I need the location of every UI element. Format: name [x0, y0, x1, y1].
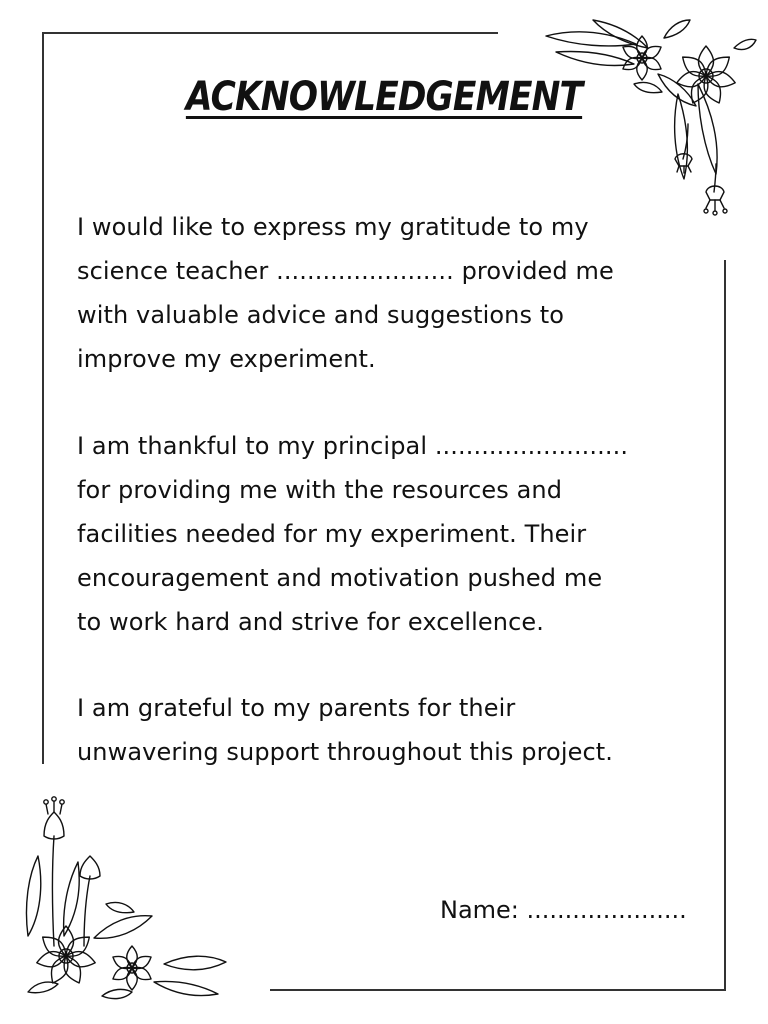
text-line: to work hard and strive for excellence. [77, 608, 545, 636]
text-line: with valuable advice and suggestions to [77, 301, 565, 329]
frame-left-border [42, 32, 44, 764]
page-title-text: ACKNOWLEDGEMENT [185, 74, 583, 120]
frame-right-border [724, 260, 726, 991]
paragraph-parents [77, 686, 697, 774]
frame-top-border [42, 32, 498, 34]
text-line: unwavering support throughout this project. [77, 738, 613, 766]
floral-corner-icon [538, 14, 758, 229]
text-line: science teacher ....................... provided me [77, 257, 614, 285]
text-line: facilities needed for my experiment. Their [77, 520, 587, 548]
text-line: I am grateful to my parents for their [77, 694, 516, 722]
floral-corner-icon [14, 796, 234, 1006]
signature-name-line: Name: ..................... [440, 896, 687, 924]
text-line: I am thankful to my principal ......................... [77, 432, 629, 460]
paragraph-teacher [77, 205, 697, 381]
frame-bottom-border [270, 989, 726, 991]
paragraph-principal [77, 424, 697, 644]
text-line: improve my experiment. [77, 345, 376, 373]
text-line: for providing me with the resources and [77, 476, 563, 504]
text-line: encouragement and motivation pushed me [77, 564, 603, 592]
text-line: I would like to express my gratitude to my [77, 213, 589, 241]
